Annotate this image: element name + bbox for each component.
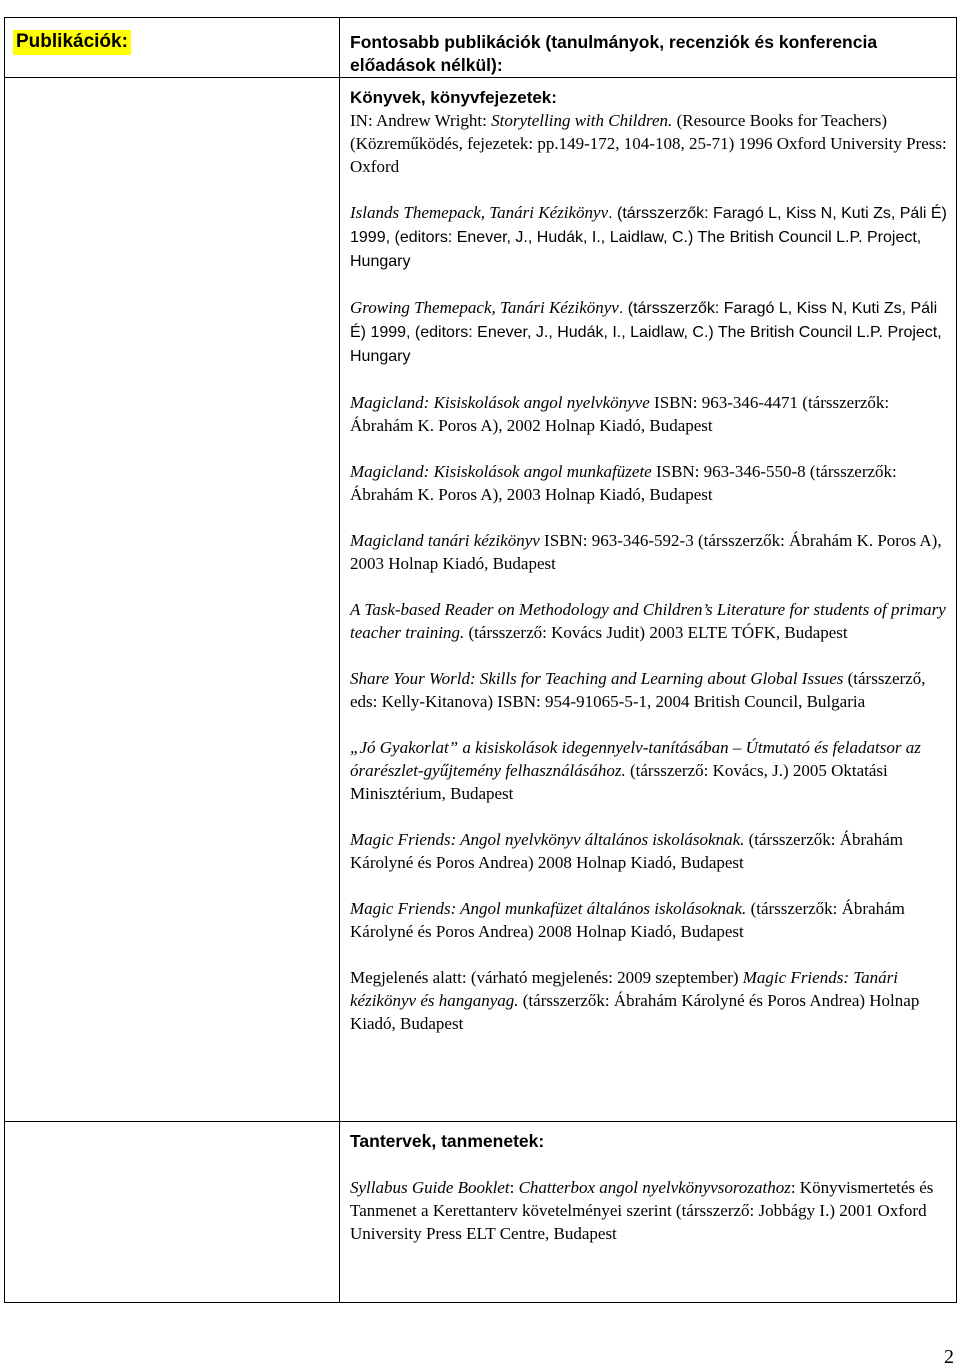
syllabus-section: [340, 1122, 956, 1245]
publication-entry: [350, 1176, 948, 1245]
entry-title: Magicland: Kisiskolások angol nyelvkönyve: [350, 393, 650, 412]
entry-details: (társszerzők: Ábrahám Károlyné és Poros Andrea) Holnap Kiadó, Budapest: [350, 991, 920, 1033]
table-row: [5, 78, 957, 1122]
publication-entry: [350, 109, 948, 178]
syllabus-cell: [340, 1122, 957, 1303]
entry-title: A Task-based Reader on Methodology and Children’s Literature for students of primary teacher training.: [350, 600, 946, 642]
books-section: [340, 78, 956, 1035]
entry-details: ISBN: 963-346-550-8 (társszerzők: Ábrahám K. Poros A), 2003 Holnap Kiadó, Budapest: [350, 462, 897, 504]
empty-cell: [5, 78, 340, 1122]
entry-details: (társszerzők: Ábrahám Károlyné és Poros Andrea) 2008 Holnap Kiadó, Budapest: [350, 899, 905, 941]
entry-title: Magic Friends: Angol munkafüzet általános iskolásoknak.: [350, 899, 747, 918]
publication-entry: [350, 296, 948, 368]
publication-entry: [350, 598, 948, 644]
publication-entry: [350, 897, 948, 943]
syllabus-heading: Tantervek, tanmenetek:: [350, 1131, 545, 1151]
entry-title: Syllabus Guide Booklet: [350, 1178, 510, 1197]
entry-title: Storytelling with Children.: [491, 111, 673, 130]
section-heading: Fontosabb publikációk (tanulmányok, recenziók és konferencia előadások nélkül):: [350, 32, 878, 75]
entry-details: (Resource Books for Teachers) (Közreműködés, fejezetek: pp.149-172, 104-108, 25-71) 1996 Oxford University Press: Oxford: [350, 111, 947, 176]
entry-title: Islands Themepack, Tanári Kézikönyv: [350, 203, 609, 222]
entry-details: : Könyvismertetés és Tanmenet a Kerettanterv követelményei szerint (társszerző: Jobbágy I.) 2001 Oxford University Press ELT Centre, Budapest: [350, 1178, 934, 1243]
entry-title: Magicland tanári kézikönyv: [350, 531, 540, 550]
publication-entry: [350, 391, 948, 437]
entry-details: ISBN: 963-346-592-3 (társszerzők: Ábrahám K. Poros A), 2003 Holnap Kiadó, Budapest: [350, 531, 942, 573]
section-heading-cell: [340, 18, 957, 78]
section-label: Publikációk:: [13, 30, 131, 55]
books-cell: [340, 78, 957, 1122]
page-number: 2: [944, 1346, 954, 1368]
entry-prefix: Megjelenés alatt: (várható megjelenés: 2009 szeptember): [350, 968, 743, 987]
table-row: [5, 18, 957, 78]
entry-title: „Jó Gyakorlat” a kisiskolások idegennyelv-tanításában – Útmutató és feladatsor az órarészlet-gyűjtemény felhasználásához.: [350, 738, 921, 780]
publications-table: [4, 17, 957, 1303]
entry-title: Growing Themepack, Tanári Kézikönyv: [350, 298, 619, 317]
entry-details: (társszerző, eds: Kelly-Kitanova) ISBN: 954-91065-5-1, 2004 British Council, Bulgaria: [350, 669, 926, 711]
publication-entry: [350, 460, 948, 506]
table-row: [5, 1122, 957, 1303]
entry-details: (társszerző: Kovács, J.) 2005 Oktatási Minisztérium, Budapest: [350, 761, 888, 803]
empty-cell: [5, 1122, 340, 1303]
books-heading: Könyvek, könyvfejezetek:: [350, 88, 557, 107]
entry-title: Magicland: Kisiskolások angol munkafüzete: [350, 462, 652, 481]
publication-entry: [350, 667, 948, 713]
entry-prefix: IN: Andrew Wright:: [350, 111, 492, 130]
entry-details: (társszerző: Kovács Judit) 2003 ELTE TÓFK, Budapest: [464, 623, 848, 642]
publication-entry: [350, 966, 948, 1035]
entry-title: Chatterbox angol nyelvkönyvsorozathoz: [518, 1178, 791, 1197]
publication-entry: [350, 529, 948, 575]
entry-details: ISBN: 963-346-4471 (társszerzők: Ábrahám K. Poros A), 2002 Holnap Kiadó, Budapest: [350, 393, 890, 435]
publication-entry: [350, 828, 948, 874]
publication-entry: [350, 201, 948, 273]
entry-title: Share Your World: Skills for Teaching and Learning about Global Issues: [350, 669, 844, 688]
entry-details: (társszerzők: Ábrahám Károlyné és Poros Andrea) 2008 Holnap Kiadó, Budapest: [350, 830, 903, 872]
publication-entry: [350, 736, 948, 805]
entry-title: Magic Friends: Angol nyelvkönyv általános iskolásoknak.: [350, 830, 745, 849]
entry-title: Magic Friends: Tanári kézikönyv és hanganyag.: [350, 968, 898, 1010]
section-label-cell: [5, 18, 340, 78]
entry-separator: :: [509, 1178, 519, 1197]
entry-details: . (társszerzők: Faragó L, Kiss N, Kuti Zs, Páli É) 1999, (editors: Enever, J., Hudák, I., Laidlaw, C.) The British Council L.P. Project, Hungary: [350, 205, 947, 270]
entry-details: . (társszerzők: Faragó L, Kiss N, Kuti Zs, Páli É) 1999, (editors: Enever, J., Hudák, I., Laidlaw, C.) The British Council L.P. Project, Hungary: [350, 300, 942, 365]
